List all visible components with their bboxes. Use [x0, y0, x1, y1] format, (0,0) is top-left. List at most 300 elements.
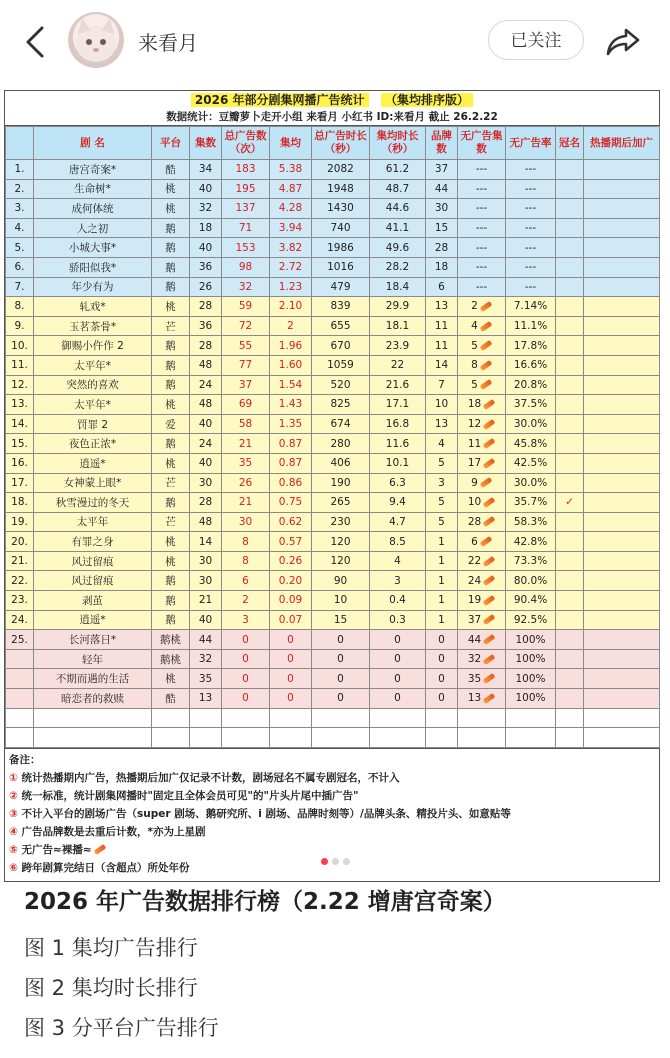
cell-rate: 16.6% [506, 355, 556, 375]
cell-dur: 479 [312, 277, 370, 297]
cell-later [584, 316, 660, 336]
cell-ads: 195 [222, 179, 270, 199]
cell-avg: 5.38 [270, 160, 312, 180]
empty-cell [222, 728, 270, 748]
cell-no: 4. [6, 218, 34, 238]
empty-cell [312, 728, 370, 748]
cell-avg: 0.26 [270, 551, 312, 571]
cell-no: 7. [6, 277, 34, 297]
cell-ads: 58 [222, 414, 270, 434]
carousel-dot[interactable] [343, 858, 350, 865]
no-ad-count: 2 [471, 300, 478, 313]
cell-brands: 14 [426, 355, 458, 375]
note-marker: ⑥ [9, 861, 18, 874]
cell-no: 5. [6, 238, 34, 258]
cell-avg: 2.10 [270, 297, 312, 317]
cell-later [584, 257, 660, 277]
cell-rate: 45.8% [506, 434, 556, 454]
cell-dur: 190 [312, 473, 370, 493]
cell-noad [458, 473, 506, 493]
cell-eps: 30 [190, 571, 222, 591]
cell-later [584, 453, 660, 473]
cell-brands: 3 [426, 473, 458, 493]
cell-rate: 37.5% [506, 395, 556, 415]
cell-rate: 58.3% [506, 512, 556, 532]
cell-eps: 13 [190, 689, 222, 709]
carrot-icon [483, 497, 496, 508]
cell-plat: 芒 [152, 512, 190, 532]
no-ad-count: 11 [467, 437, 482, 450]
cell-rate: 100% [506, 630, 556, 650]
cell-plat: 酷 [152, 689, 190, 709]
cell-ads: 21 [222, 493, 270, 513]
column-header: 总广告时长（秒） [312, 127, 370, 160]
no-ad-count: 17 [467, 457, 482, 470]
post-line: 图 1 集均广告排行 [24, 936, 198, 960]
carrot-icon [483, 693, 496, 704]
no-ad-count: 19 [467, 594, 482, 607]
cell-dur: 90 [312, 571, 370, 591]
cell-no [6, 669, 34, 689]
carrot-icon [483, 614, 496, 625]
cell-no: 25. [6, 630, 34, 650]
empty-cell [222, 708, 270, 728]
cell-avgdur: 41.1 [370, 218, 426, 238]
carrot-icon [479, 360, 492, 371]
no-ad-count: 13 [467, 692, 482, 705]
cell-dur: 1986 [312, 238, 370, 258]
cell-noad [458, 512, 506, 532]
cell-later [584, 689, 660, 709]
cell-avg: 1.43 [270, 395, 312, 415]
carrot-icon [479, 301, 492, 312]
cell-crown: ✓ [556, 493, 584, 513]
cell-avgdur: 48.7 [370, 179, 426, 199]
cell-noad [458, 434, 506, 454]
post-line: 图 2 集均时长排行 [24, 976, 198, 1000]
author-name[interactable]: 来看月 [138, 31, 198, 55]
cell-crown [556, 297, 584, 317]
cell-plat: 鹅 [152, 610, 190, 630]
cell-ads: 137 [222, 199, 270, 219]
cell-ads: 2 [222, 591, 270, 611]
table-row [6, 532, 660, 552]
table-row [6, 414, 660, 434]
cell-no: 9. [6, 316, 34, 336]
cell-avg: 0.62 [270, 512, 312, 532]
cell-avg: 2.72 [270, 257, 312, 277]
cell-ads: 55 [222, 336, 270, 356]
cell-rate: 80.0% [506, 571, 556, 591]
cell-plat: 鹅桃 [152, 649, 190, 669]
cell-no: 2. [6, 179, 34, 199]
cell-dur: 10 [312, 591, 370, 611]
cell-later [584, 199, 660, 219]
cell-eps: 14 [190, 532, 222, 552]
cell-ads: 30 [222, 512, 270, 532]
column-header: 品牌数 [426, 127, 458, 160]
table-row [6, 669, 660, 689]
no-ad-count: 6 [471, 535, 478, 548]
cell-eps: 36 [190, 316, 222, 336]
cell-rate: 7.14% [506, 297, 556, 317]
cell-plat: 鹅 [152, 571, 190, 591]
column-header: 集数 [190, 127, 222, 160]
table-row [6, 493, 660, 513]
empty-cell [584, 728, 660, 748]
cell-later [584, 277, 660, 297]
cell-name: 太平年* [34, 395, 152, 415]
cell-avgdur: 0 [370, 630, 426, 650]
cell-dur: 2082 [312, 160, 370, 180]
cell-rate: --- [506, 257, 556, 277]
empty-cell [270, 728, 312, 748]
cell-noad [458, 316, 506, 336]
note-marker: ② [9, 789, 18, 802]
table-row [6, 336, 660, 356]
empty-cell [34, 728, 152, 748]
carousel-dot[interactable] [332, 858, 339, 865]
cell-brands: 10 [426, 395, 458, 415]
cell-plat: 桃 [152, 453, 190, 473]
cell-eps: 24 [190, 375, 222, 395]
carrot-icon [483, 673, 496, 684]
cell-avg: 0.57 [270, 532, 312, 552]
cell-crown [556, 689, 584, 709]
cell-no: 17. [6, 473, 34, 493]
sheet-subtitle-text: （集均排序版） [381, 93, 473, 107]
carrot-icon [483, 634, 496, 645]
cell-eps: 24 [190, 434, 222, 454]
table-row [6, 375, 660, 395]
column-header: 无广告集数 [458, 127, 506, 160]
table-row [6, 277, 660, 297]
back-arrow-icon[interactable] [18, 22, 54, 62]
cell-no: 6. [6, 257, 34, 277]
cell-rate: 100% [506, 689, 556, 709]
cell-crown [556, 179, 584, 199]
no-ad-count: 18 [467, 398, 482, 411]
table-row [6, 355, 660, 375]
cell-dur: 1016 [312, 257, 370, 277]
carrot-icon [479, 340, 492, 351]
cell-brands: 0 [426, 649, 458, 669]
table-row [6, 434, 660, 454]
cell-noad [458, 493, 506, 513]
cell-dur: 280 [312, 434, 370, 454]
cell-noad [458, 375, 506, 395]
table-row [6, 218, 660, 238]
no-ad-count: 28 [467, 515, 482, 528]
cell-crown [556, 551, 584, 571]
carrot-icon [483, 419, 496, 430]
table-row [6, 395, 660, 415]
top-bar [0, 0, 670, 84]
cell-dur: 0 [312, 669, 370, 689]
cell-avg: 1.23 [270, 277, 312, 297]
carrot-icon [479, 379, 492, 390]
cell-plat: 桃 [152, 551, 190, 571]
cell-no: 19. [6, 512, 34, 532]
cell-noad [458, 610, 506, 630]
cell-avg: 0.09 [270, 591, 312, 611]
cell-no: 12. [6, 375, 34, 395]
cell-noad [458, 571, 506, 591]
cell-name: 长河落日* [34, 630, 152, 650]
cat-avatar-icon [68, 12, 124, 68]
cell-brands: 11 [426, 316, 458, 336]
sheet-title-text: 2026 年部分剧集网播广告统计 [191, 93, 369, 107]
cell-brands: 0 [426, 630, 458, 650]
cell-rate: 42.5% [506, 453, 556, 473]
cell-name: 逍遥* [34, 453, 152, 473]
cell-plat: 芒 [152, 473, 190, 493]
cell-plat: 鹅 [152, 434, 190, 454]
cell-avgdur: 61.2 [370, 160, 426, 180]
cell-brands: 7 [426, 375, 458, 395]
cell-eps: 32 [190, 199, 222, 219]
cell-ads: 26 [222, 473, 270, 493]
cell-avg: 3.82 [270, 238, 312, 258]
cell-avg: 2 [270, 316, 312, 336]
cell-crown [556, 669, 584, 689]
cell-later [584, 630, 660, 650]
share-icon[interactable] [604, 22, 642, 60]
cell-no: 14. [6, 414, 34, 434]
follow-button[interactable]: 已关注 [488, 20, 584, 60]
table-row [6, 199, 660, 219]
cell-noad: --- [458, 238, 506, 258]
cell-eps: 32 [190, 649, 222, 669]
cell-avg: 0 [270, 630, 312, 650]
cell-avgdur: 28.2 [370, 257, 426, 277]
cell-brands: 1 [426, 571, 458, 591]
blank-row [6, 728, 660, 748]
cell-crown [556, 199, 584, 219]
empty-cell [270, 708, 312, 728]
table-row [6, 453, 660, 473]
empty-cell [556, 728, 584, 748]
cell-crown [556, 336, 584, 356]
cell-name: 突然的喜欢 [34, 375, 152, 395]
cell-name: 秋雪漫过的冬天 [34, 493, 152, 513]
cell-avgdur: 0.3 [370, 610, 426, 630]
cell-plat: 鹅 [152, 218, 190, 238]
carrot-icon [483, 516, 496, 527]
cell-noad [458, 395, 506, 415]
empty-cell [6, 708, 34, 728]
cell-name: 唐宫奇案* [34, 160, 152, 180]
empty-cell [370, 708, 426, 728]
cell-eps: 48 [190, 395, 222, 415]
table-row [6, 630, 660, 650]
cell-noad: --- [458, 160, 506, 180]
cell-crown [556, 375, 584, 395]
cell-crown [556, 257, 584, 277]
column-header: 剧 名 [34, 127, 152, 160]
cell-crown [556, 512, 584, 532]
cell-noad [458, 551, 506, 571]
cell-avgdur: 0.4 [370, 591, 426, 611]
table-row [6, 551, 660, 571]
cell-later [584, 669, 660, 689]
cell-avgdur: 21.6 [370, 375, 426, 395]
cell-brands: 1 [426, 551, 458, 571]
cell-noad [458, 297, 506, 317]
column-header: 平台 [152, 127, 190, 160]
carrot-icon [483, 399, 496, 410]
avatar[interactable] [68, 12, 124, 68]
column-header [6, 127, 34, 160]
carrot-icon [483, 575, 496, 586]
no-ad-count: 10 [467, 496, 482, 509]
cell-ads: 35 [222, 453, 270, 473]
cell-name: 剥茧 [34, 591, 152, 611]
cell-no: 11. [6, 355, 34, 375]
cell-avg: 0 [270, 649, 312, 669]
cell-crown [556, 160, 584, 180]
cell-brands: 11 [426, 336, 458, 356]
cell-avgdur: 10.1 [370, 453, 426, 473]
cell-name: 不期而遇的生活 [34, 669, 152, 689]
cell-avgdur: 4 [370, 551, 426, 571]
column-header: 集均时长（秒） [370, 127, 426, 160]
carrot-icon [479, 536, 492, 547]
cell-brands: 1 [426, 532, 458, 552]
cell-ads: 153 [222, 238, 270, 258]
cell-avgdur: 8.5 [370, 532, 426, 552]
cell-rate: 11.1% [506, 316, 556, 336]
cell-rate: 90.4% [506, 591, 556, 611]
cell-avgdur: 16.8 [370, 414, 426, 434]
cell-noad [458, 532, 506, 552]
no-ad-count: 35 [467, 672, 482, 685]
cell-eps: 35 [190, 669, 222, 689]
cell-eps: 40 [190, 414, 222, 434]
cell-name: 风过留痕 [34, 551, 152, 571]
column-header: 总广告数（次） [222, 127, 270, 160]
cell-eps: 30 [190, 473, 222, 493]
cell-rate: 20.8% [506, 375, 556, 395]
cell-rate: --- [506, 179, 556, 199]
cell-dur: 520 [312, 375, 370, 395]
cell-no: 20. [6, 532, 34, 552]
cell-brands: 1 [426, 591, 458, 611]
cell-ads: 3 [222, 610, 270, 630]
cell-noad [458, 336, 506, 356]
cell-noad: --- [458, 257, 506, 277]
empty-cell [190, 708, 222, 728]
cell-no: 21. [6, 551, 34, 571]
cell-avgdur: 0 [370, 649, 426, 669]
table-row [6, 512, 660, 532]
cell-crown [556, 649, 584, 669]
cell-no: 24. [6, 610, 34, 630]
cell-plat: 酷 [152, 160, 190, 180]
cell-avgdur: 11.6 [370, 434, 426, 454]
cell-name: 女神蒙上眼* [34, 473, 152, 493]
cell-rate: 42.8% [506, 532, 556, 552]
post-line: 图 3 分平台广告排行 [24, 1016, 219, 1040]
cell-brands: 5 [426, 493, 458, 513]
cell-rate: --- [506, 199, 556, 219]
cell-avgdur: 0 [370, 689, 426, 709]
cell-brands: 5 [426, 453, 458, 473]
cell-crown [556, 591, 584, 611]
cell-avg: 1.54 [270, 375, 312, 395]
cell-rate: 92.5% [506, 610, 556, 630]
note-item [9, 769, 655, 787]
no-ad-count: 4 [471, 320, 478, 333]
cell-brands: 6 [426, 277, 458, 297]
cell-dur: 15 [312, 610, 370, 630]
cell-name: 小城大事* [34, 238, 152, 258]
sheet-meta: 数据统计：豆瓣萝卜走开小组 来看月 小红书 ID:来看月 截止 26.2.22 [5, 109, 659, 126]
cell-avg: 0.07 [270, 610, 312, 630]
table-row [6, 649, 660, 669]
cell-rate: 17.8% [506, 336, 556, 356]
cell-later [584, 473, 660, 493]
cell-no: 15. [6, 434, 34, 454]
cell-dur: 825 [312, 395, 370, 415]
cell-noad: --- [458, 179, 506, 199]
cell-plat: 桃 [152, 532, 190, 552]
cell-rate: 30.0% [506, 473, 556, 493]
note-text: 无广告≈裸播≈ [21, 843, 92, 856]
post-image[interactable] [0, 84, 670, 874]
cell-brands: 28 [426, 238, 458, 258]
empty-cell [506, 708, 556, 728]
cell-noad [458, 355, 506, 375]
cell-dur: 265 [312, 493, 370, 513]
cell-name: 年少有为 [34, 277, 152, 297]
note-text: 统计热播期内广告，热播期后加广仅记录不计数，剧场冠名不属专剧冠名，不计入 [21, 771, 400, 784]
cell-plat: 鹅 [152, 257, 190, 277]
no-ad-count: 24 [467, 574, 482, 587]
empty-cell [152, 708, 190, 728]
cell-noad [458, 689, 506, 709]
cell-rate: --- [506, 238, 556, 258]
empty-cell [584, 708, 660, 728]
cell-plat: 桃 [152, 297, 190, 317]
cell-plat: 桃 [152, 199, 190, 219]
cell-no: 13. [6, 395, 34, 415]
cell-name: 生命树* [34, 179, 152, 199]
notes-title: 备注： [9, 753, 41, 766]
cell-ads: 0 [222, 630, 270, 650]
cell-eps: 36 [190, 257, 222, 277]
cell-later [584, 395, 660, 415]
cell-crown [556, 434, 584, 454]
cell-plat: 鹅 [152, 355, 190, 375]
cell-noad [458, 453, 506, 473]
cell-no [6, 649, 34, 669]
cell-ads: 69 [222, 395, 270, 415]
no-ad-count: 8 [471, 359, 478, 372]
cell-plat: 桃 [152, 179, 190, 199]
cell-dur: 230 [312, 512, 370, 532]
cell-rate: 100% [506, 649, 556, 669]
cell-brands: 15 [426, 218, 458, 238]
cell-avg: 0.20 [270, 571, 312, 591]
cell-dur: 740 [312, 218, 370, 238]
table-row [6, 297, 660, 317]
cell-crown [556, 238, 584, 258]
carousel-dot[interactable] [321, 858, 328, 865]
cell-plat: 鹅 [152, 493, 190, 513]
no-ad-count: 22 [467, 555, 482, 568]
note-text: 统一标准，统计剧集网播时"固定且全体会员可见"的"片头片尾中插广告" [21, 789, 359, 802]
